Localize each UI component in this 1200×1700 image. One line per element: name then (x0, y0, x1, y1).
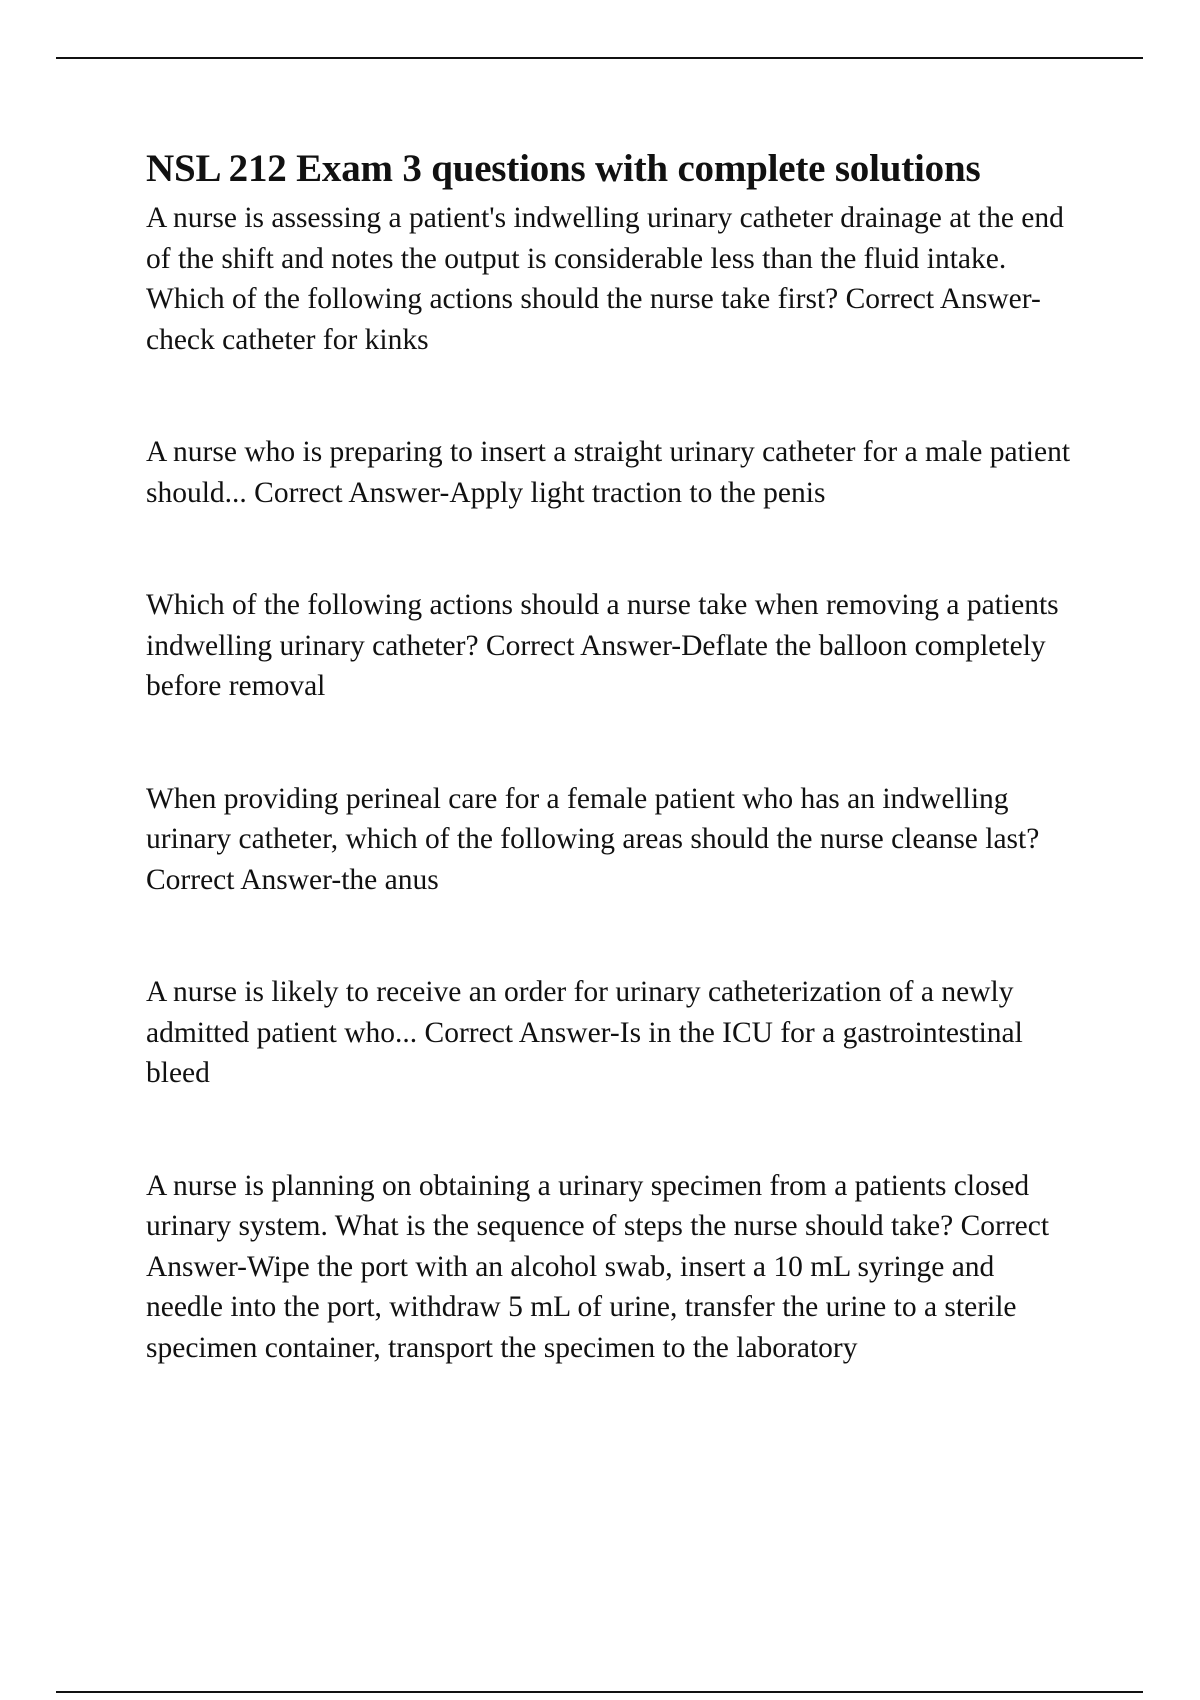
qa-item-2: A nurse who is preparing to insert a straight urinary catheter for a male patient should... Correct Answer-Apply light traction to the penis (146, 436, 1071, 509)
top-rule (56, 57, 1143, 59)
qa-item-4: When providing perineal care for a female patient who has an indwelling urinary catheter, which of the following areas should the nurse cleanse last? Correct Answer-the anus (146, 782, 1040, 896)
qa-item-3: Which of the following actions should a nurse take when removing a patients indwelling urinary catheter? Correct Answer-Deflate the balloon completely before removal (146, 589, 1059, 702)
document-title: NSL 212 Exam 3 questions with complete solutions (146, 147, 981, 190)
qa-item-1: A nurse is assessing a patient's indwelling urinary catheter drainage at the end of the shift and notes the output is considerable less than the fluid intake. Which of the following actions should the nurse take first? Correct Answer-check catheter for kinks (146, 202, 1064, 356)
qa-item-5: A nurse is likely to receive an order for urinary catheterization of a newly admitted patient who... Correct Answer-Is in the ICU for a gastrointestinal bleed (146, 976, 1023, 1089)
bottom-rule (56, 1691, 1143, 1693)
document-body (146, 140, 1106, 1368)
qa-item-6: A nurse is planning on obtaining a urinary specimen from a patients closed urinary system. What is the sequence of steps the nurse should take? Correct Answer-Wipe the port with an alcohol swab, insert a 10 mL syringe and needle into the port, withdraw 5 mL of urine, transfer the urine to a sterile specimen container, transport the specimen to the laboratory (146, 1169, 1050, 1364)
